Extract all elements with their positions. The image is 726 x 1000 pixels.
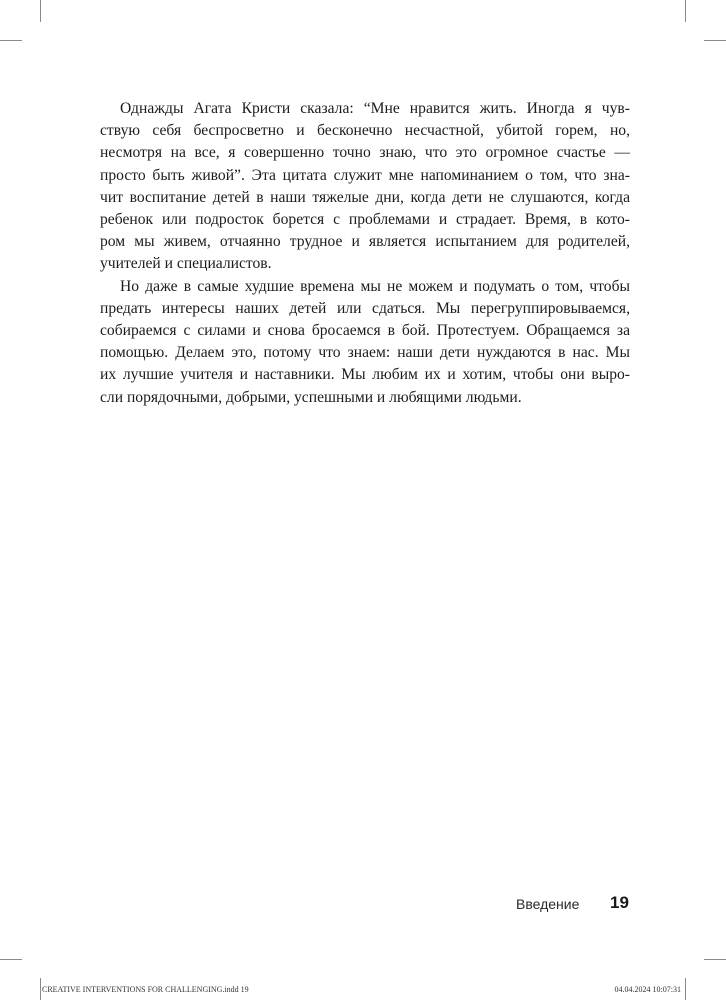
- text-line: собираемся с силами и снова бросаемся в бой. Протестуем. Обращаемся за: [100, 322, 630, 340]
- crop-mark: [685, 978, 686, 1000]
- text-line: их лучшие учителя и наставники. Мы любим их и хотим, чтобы они выро-: [100, 366, 630, 384]
- text-line: Но даже в самые худшие времена мы не можем и подумать о том, чтобы: [120, 277, 630, 295]
- print-slug-filename: CREATIVE INTERVENTIONS FOR CHALLENGING.indd 19: [42, 985, 249, 994]
- text-line: просто быть живой”. Эта цитата служит мне напоминанием о том, что зна-: [100, 166, 630, 184]
- crop-mark: [704, 959, 726, 960]
- text-line: учителей и специалистов.: [100, 255, 272, 273]
- text-line: ребенок или подросток борется с проблемами и страдает. Время, в кото-: [100, 211, 630, 229]
- crop-mark: [0, 959, 22, 960]
- crop-mark: [40, 978, 41, 1000]
- text-line: Однажды Агата Кристи сказала: “Мне нравится жить. Иногда я чув-: [120, 100, 630, 117]
- text-line: предать интересы наших детей или сдаться. Мы перегруппировываемся,: [100, 299, 630, 317]
- running-footer-title: Введение: [516, 896, 580, 912]
- text-line: ствую себя беспросветно и бесконечно несчастной, убитой горем, но,: [100, 122, 630, 140]
- text-line: чит воспитание детей в наши тяжелые дни, когда дети не слушаются, когда: [100, 188, 630, 206]
- crop-mark: [685, 0, 686, 22]
- crop-mark: [0, 40, 22, 41]
- text-line: сли порядочными, добрыми, успешными и любящими людьми.: [100, 388, 522, 406]
- body-text: [100, 98, 630, 409]
- paragraph-1: [100, 98, 630, 276]
- crop-mark: [704, 40, 726, 41]
- paragraph-2: [100, 276, 630, 409]
- print-slug-timestamp: 04.04.2024 10:07:31: [614, 985, 681, 994]
- text-line: несмотря на все, я совершенно точно знаю, что это огромное счастье —: [100, 144, 630, 162]
- text-line: помощью. Делаем это, потому что знаем: наши дети нуждаются в нас. Мы: [100, 344, 630, 362]
- crop-mark: [40, 0, 41, 22]
- text-line: ром мы живем, отчаянно трудное и является испытанием для родителей,: [100, 233, 630, 251]
- page-number: 19: [610, 893, 629, 912]
